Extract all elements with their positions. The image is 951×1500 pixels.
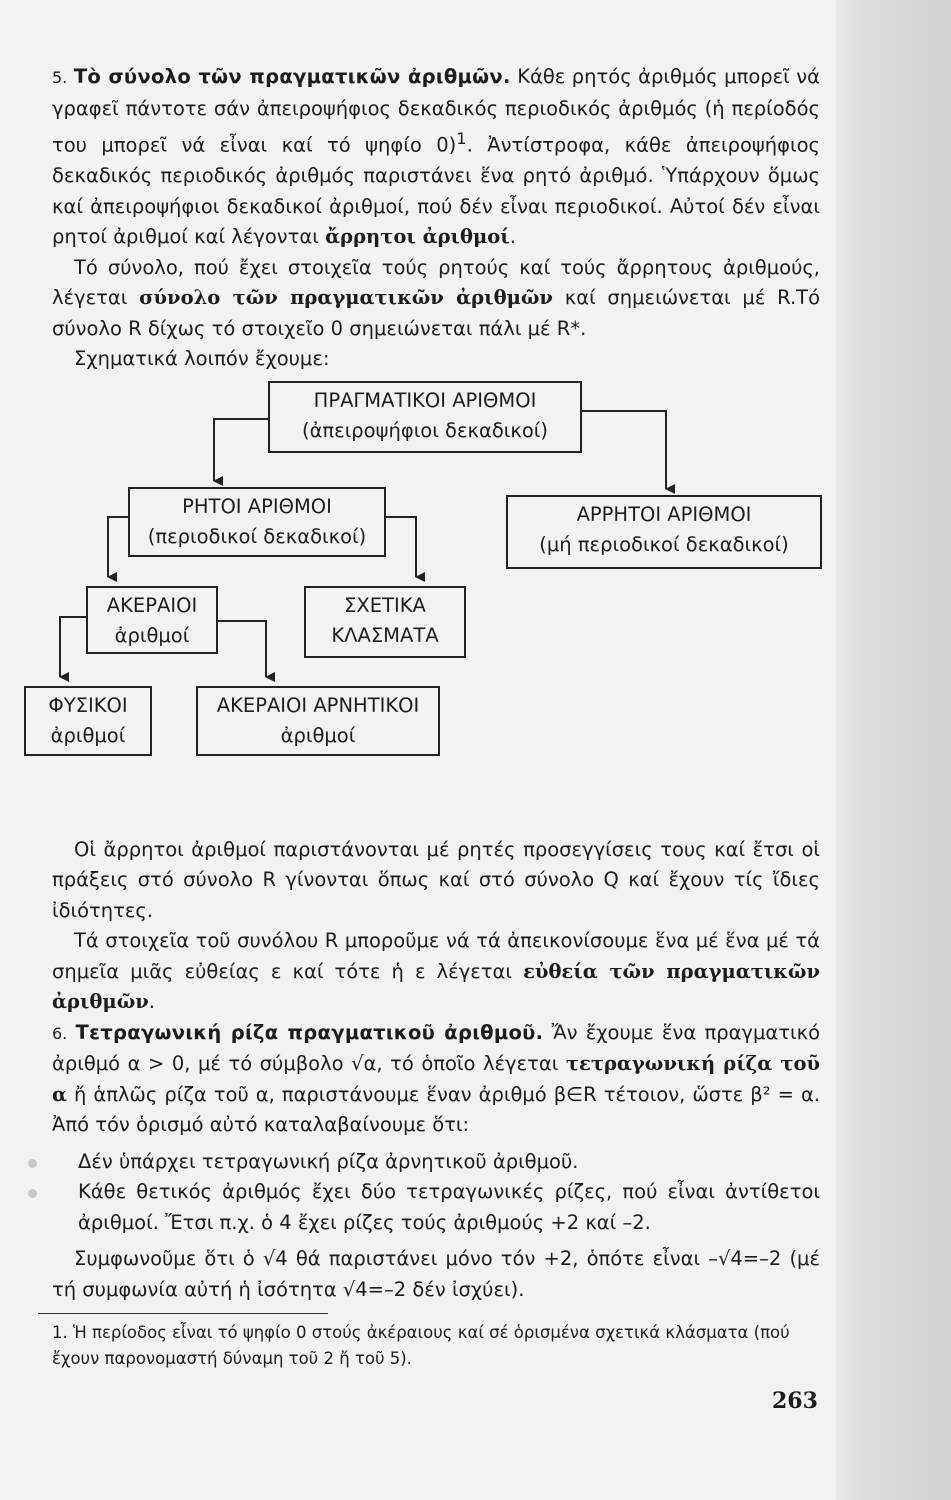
box-natural-numbers: [24, 686, 152, 756]
irrational-approximation-paragraph: Οἱ ἄρρητοι ἀριθμοί παριστάνονται μέ ρητές προσεγγίσεις τους καί ἔτσι οἱ πράξεις στό σύνολο R γίνονται ὅπως καί στό σύνολο Q καί ἔχουν τίς ἴδιες ἰδιότητες.: [52, 837, 820, 922]
box-naturals-subtitle: ἀριθμοί: [50, 723, 126, 747]
page-number: 263: [772, 1388, 818, 1414]
section-5-text-b: . Ἀντίστροφα, κάθε ἀπειροψήφιος δεκαδικός περιοδικός ἀριθμός παριστάνει ἕνα ρητό ἀριθμό. Ὑπάρχουν ὅμως καί ἀπειροψήφιοι δεκαδικοί ἀριθμοί, πού δέν εἶναι περιοδικοί. Αὐτοί δέν εἶναι ρητοί ἀριθμοί καί λέγονται: [52, 133, 820, 248]
box-rational-title: ΡΗΤΟΙ ΑΡΙΘΜΟΙ: [182, 494, 332, 518]
section-6-number: 6.: [52, 1023, 68, 1043]
section-6-paragraph: [52, 1018, 820, 1141]
number-line-end: .: [148, 990, 155, 1013]
schematic-intro: Σχηματικά λοιπόν ἔχουμε:: [74, 347, 330, 370]
section-5-text-a: Κάθε ρητός ἀριθμός μπορεῖ νά γραφεῖ πάντοτε σάν ἀπειροψήφιος δεκαδικός περιοδικός ἀριθμός (ἡ περίοδός του μπορεῖ νά εἶναι καί τό ψηφίο 0): [52, 65, 821, 157]
footnote-divider: [38, 1313, 328, 1314]
box-irrational-numbers: [506, 495, 822, 569]
box-integers-subtitle: ἀριθμοί: [114, 623, 190, 647]
box-naturals-title: ΦΥΣΙΚΟΙ: [48, 693, 128, 717]
box-integers-title: ΑΚΕΡΑΙΟΙ: [106, 593, 198, 617]
arrow-real-to-irrational: [580, 411, 666, 489]
section-6-title: Τετραγωνική ρίζα πραγματικοῦ ἀριθμοῦ.: [75, 1020, 544, 1044]
arrow-rational-to-fractions: [384, 517, 416, 577]
definition-text-b: καί σημειώνεται μέ R.Τό σύνολο R δίχως τό στοιχεῖο 0 σημειώνεται πάλι μέ R*.: [52, 286, 821, 340]
section-6-text-b: ἤ ἁπλῶς ρίζα τοῦ α, παριστάνουμε ἕναν ἀριθμό β∈R τέτοιον, ὥστε β² = α. Ἀπό τόν ὁρισμό αὐτό καταλαβαίνουμε ὅτι:: [52, 1082, 820, 1136]
section-5-paragraph: [52, 62, 820, 253]
arrow-integers-to-negatives: [218, 621, 266, 677]
root-convention-paragraph: Συμφωνοῦμε ὅτι ὁ √4 θά παριστάνει μόνο τόν +2, ὁπότε εἶναι –√4=–2 (μέ τή συμφωνία αὐτή ἡ ἰσότητα √4=–2 δέν ἰσχύει).: [52, 1247, 820, 1301]
section-6-text-a: Ἄν ἔχουμε ἕνα πραγματικό ἀριθμό α > 0, μέ τό σύμβολο √α, τό ὁποῖο λέγεται: [52, 1020, 820, 1075]
section-5-title: Τὸ σύνολο τῶν πραγματικῶν ἀριθμῶν.: [73, 65, 511, 88]
box-real-subtitle: (ἀπειροψήφιοι δεκαδικοί): [301, 418, 549, 442]
box-rational-numbers: [128, 487, 386, 557]
arrow-rational-to-integers: [108, 517, 128, 577]
box-negatives-subtitle: ἀριθμοί: [280, 723, 356, 747]
box-fractions-subtitle: ΚΛΑΣΜΑΤΑ: [331, 623, 439, 647]
footnote-1: 1. Ἡ περίοδος εἶναι τό ψηφίο 0 στούς ἀκέραιους καί σέ ὁρισμένα σχετικά κλάσματα (πού ἔχουν παρονομαστή δύναμη τοῦ 2 ἤ τοῦ 5).: [52, 1323, 790, 1368]
term-irrational: ἄρρητοι ἀριθμοί: [325, 225, 510, 248]
box-fractions-title: ΣΧΕΤΙΚΑ: [344, 593, 426, 617]
list-item: Δέν ὑπάρχει τετραγωνική ρίζα ἀρνητικοῦ ἀριθμοῦ.: [52, 1147, 820, 1178]
number-sets-diagram: [28, 381, 818, 831]
number-line-text: Τά στοιχεῖα τοῦ συνόλου R μποροῦμε νά τά ἀπεικονίσουμε ἕνα μέ ἕνα μέ τά σημεῖα μιᾶς εὐθείας ε καί τότε ἡ ε λέγεται: [52, 929, 820, 983]
term-real-line: εὐθεία τῶν πραγματικῶν ἀριθμῶν: [52, 959, 820, 1013]
box-real-title: ΠΡΑΓΜΑΤΙΚΟΙ ΑΡΙΘΜΟΙ: [313, 388, 537, 412]
arrow-integers-to-naturals: [60, 617, 86, 677]
definition-text-a: Τό σύνολο, πού ἔχει στοιχεῖα τούς ρητούς καί τούς ἄρρητους ἀριθμούς, λέγεται: [52, 255, 820, 309]
box-negative-integers: [196, 686, 440, 756]
footnote-ref: 1: [456, 129, 467, 148]
root-properties-list: [52, 1147, 820, 1239]
box-real-numbers: [268, 381, 582, 453]
section-5-text-end: .: [509, 225, 516, 248]
box-irrational-title: ΑΡΡΗΤΟΙ ΑΡΙΘΜΟΙ: [576, 502, 752, 526]
box-irrational-subtitle: (μή περιοδικοί δεκαδικοί): [539, 532, 789, 556]
list-item: Κάθε θετικός ἀριθμός ἔχει δύο τετραγωνικές ρίζες, πού εἶναι ἀντίθετοι ἀριθμοί. Ἔτσι π.χ. ὁ 4 ἔχει ρίζες τούς ἀριθμούς +2 καί –2.: [52, 1177, 820, 1238]
real-numbers-definition: [52, 253, 820, 345]
page-content: [48, 62, 821, 1372]
box-negatives-title: ΑΚΕΡΑΙΟΙ ΑΡΝΗΤΙΚΟΙ: [216, 693, 420, 717]
box-integers: [86, 586, 218, 654]
term-square-root: τετραγωνική ρίζα τοῦ α: [52, 1052, 820, 1106]
arrow-real-to-rational: [214, 419, 268, 481]
box-rational-subtitle: (περιοδικοί δεκαδικοί): [147, 524, 367, 548]
box-fractions: [304, 586, 466, 658]
term-real-numbers: σύνολο τῶν πραγματικῶν ἀριθμῶν: [139, 286, 553, 309]
section-5-number: 5.: [52, 68, 68, 87]
page-edge-shadow: [836, 0, 951, 1500]
number-line-paragraph: [52, 926, 820, 1018]
